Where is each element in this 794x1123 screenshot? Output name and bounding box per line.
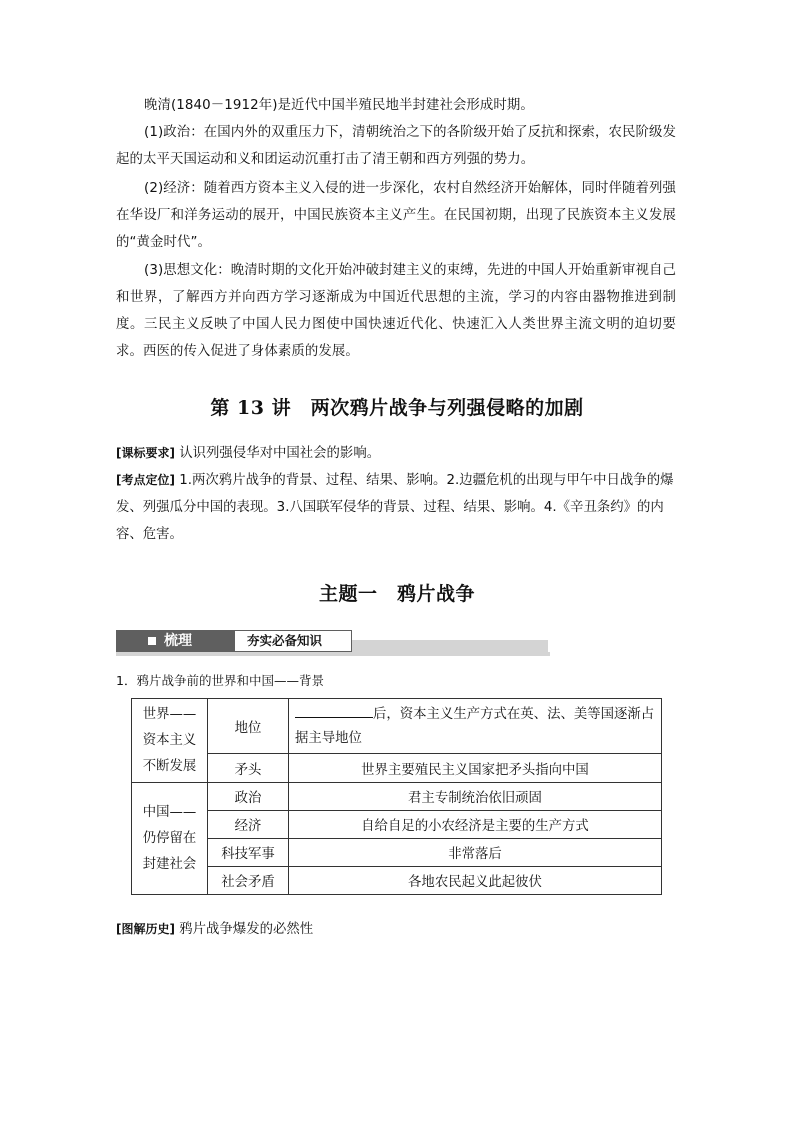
- intro-paragraph-politics: (1)政治：在国内外的双重压力下，清朝统治之下的各阶级开始了反抗和探索，农民阶级发起的太平天国运动和义和团运动沉重打击了清王朝和西方列强的势力。: [116, 125, 676, 167]
- row-label: 政治: [208, 783, 289, 811]
- world-group-cell: [132, 699, 208, 783]
- diagram-heading: [116, 918, 313, 941]
- section1-heading: 1．鸦片战争前的世界和中国——背景: [116, 673, 324, 688]
- banner-main: [116, 630, 234, 652]
- row-value: 各地农民起义此起彼伏: [289, 867, 662, 895]
- diagram-tag: [图解历史]: [116, 922, 175, 936]
- table-row: [132, 811, 662, 839]
- square-icon: [148, 637, 156, 645]
- intro-paragraph-culture: (3)思想文化：晚清时期的文化开始冲破封建主义的束缚，先进的中国人开始重新审视自己和世界，了解西方并向西方学习逐渐成为中国近代思想的主流，学习的内容由器物推进到制度。三民主义反映了中国人民力图使中国快速近代化、快速汇入人类世界主流文明的迫切要求。西医的传入促进了身体素质的发展。: [116, 263, 676, 359]
- table-row: [132, 867, 662, 895]
- topic-title: 主题一 鸦片战争: [318, 583, 475, 605]
- row-label: 科技军事: [208, 839, 289, 867]
- row-value: 君主专制统治依旧顽固: [289, 783, 662, 811]
- exam-points-tag: [考点定位]: [116, 473, 175, 487]
- banner-sub: [234, 630, 352, 652]
- background-table: [131, 698, 662, 895]
- lesson-title: 第 13 讲 两次鸦片战争与列强侵略的加剧: [210, 397, 584, 419]
- intro-paragraph-1: 晚清(1840－1912年)是近代中国半殖民地半封建社会形成时期。: [144, 98, 534, 113]
- table-row: [132, 783, 662, 811]
- curriculum-text: 认识列强侵华对中国社会的影响。: [179, 446, 381, 461]
- row-value: [289, 699, 662, 754]
- intro-paragraph-economy: (2)经济：随着西方资本主义入侵的进一步深化，农村自然经济开始解体，同时伴随着列强在华设厂和洋务运动的展开，中国民族资本主义产生。在民国初期，出现了民族资本主义发展的“黄金时代”。: [116, 181, 676, 250]
- banner-stripe: [352, 640, 548, 652]
- row-label: 矛头: [208, 754, 289, 783]
- curriculum-tag: [课标要求]: [116, 446, 175, 460]
- banner-main-label: 梳理: [164, 633, 192, 649]
- row-label: 经济: [208, 811, 289, 839]
- world-group-line: 不断发展: [142, 758, 197, 774]
- row-label: 社会矛盾: [208, 867, 289, 895]
- china-group-line: 封建社会: [142, 856, 197, 872]
- table-row: [132, 839, 662, 867]
- exam-points-text: 1.两次鸦片战争的背景、过程、结果、影响。2.边疆危机的出现与甲午中日战争的爆发、列强瓜分中国的表现。3.八国联军侵华的背景、过程、结果、影响。4.《辛丑条约》的内容、危害。: [116, 473, 674, 542]
- world-group-line: 资本主义: [142, 732, 197, 748]
- fill-blank[interactable]: [295, 702, 373, 718]
- row-value: 非常落后: [289, 839, 662, 867]
- curriculum-requirement: [116, 440, 676, 467]
- table-row: [132, 699, 662, 754]
- china-group-cell: [132, 783, 208, 895]
- section-banner: [116, 630, 432, 656]
- row-label: 地位: [208, 699, 289, 754]
- row-value-text: 后，资本主义生产方式在英、法、美等国逐渐占据主导地位: [295, 706, 655, 746]
- row-value: 自给自足的小农经济是主要的生产方式: [289, 811, 662, 839]
- table-row: [132, 754, 662, 783]
- china-group-line: 仍停留在: [142, 830, 197, 846]
- china-group-line: 中国——: [142, 804, 197, 820]
- world-group-line: 世界——: [142, 706, 197, 722]
- banner-sub-label: 夯实必备知识: [247, 633, 323, 648]
- exam-points: [116, 467, 676, 548]
- row-value: 世界主要殖民主义国家把矛头指向中国: [289, 754, 662, 783]
- banner-underline: [116, 652, 550, 656]
- diagram-text: 鸦片战争爆发的必然性: [179, 922, 314, 937]
